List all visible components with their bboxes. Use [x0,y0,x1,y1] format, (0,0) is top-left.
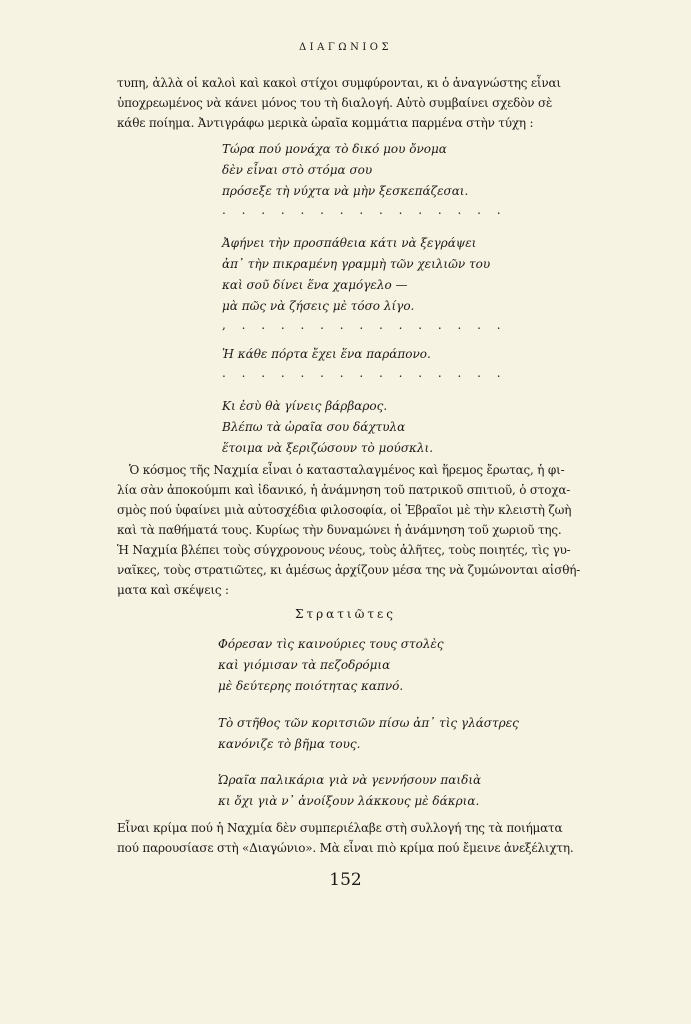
ellipsis-row: . . . . . . . . . . . . . . . [222,366,507,380]
ellipsis-row: . . . . . . . . . . . . . . . [222,203,507,217]
poem-stanza-3 [218,770,481,812]
poem-title: Στρατιῶτες [295,607,396,621]
verse-line: καὶ γιόμισαν τὰ πεζοδρόμια [218,658,391,672]
verse-line: μὰ πῶς νὰ ζήσεις μὲ τόσο λίγο. [222,299,415,313]
verse-line: κανόνιζε τὸ βῆμα τους. [218,737,361,751]
text-line: πού παρουσίασε στὴ «Διαγώνιο». Μὰ εἶναι πιὸ κρίμα πού ἔμεινε ἀνεξέλιχτη. [117,841,574,855]
ellipsis-row: , . . . . . . . . . . . . . . [222,318,507,332]
verse-line: Φόρεσαν τὶς καινούριες τους στολὲς [218,637,444,651]
verse-line: Ἡ κάθε πόρτα ἔχει ἕνα παράπονο. [222,347,431,361]
verse-line: ἀπ᾽ τὴν πικραμένη γραμμὴ τῶν χειλιῶν του [222,257,491,271]
excerpt-stanza-4 [222,396,433,459]
excerpt-stanza-3 [222,344,507,381]
text-line: ματα καὶ σκέψεις : [117,583,229,597]
verse-line: Ὡραῖα παλικάρια γιὰ νὰ γεννήσουν παιδιὰ [218,773,482,787]
verse-line: καὶ σοῦ δίνει ἕνα χαμόγελο — [222,278,408,292]
text-line: Ἡ Ναχμία βλέπει τοὺς σύγχρονους νέους, τοὺς ἀλῆτες, τοὺς ποιητές, τὶς γυ- [117,543,571,557]
excerpt-stanza-1 [222,139,507,218]
poem-stanza-2 [218,713,519,755]
poem-stanza-1 [218,634,444,697]
verse-line: Κι ἐσὺ θὰ γίνεις βάρβαρος. [222,399,388,413]
text-line: τυπη, ἀλλὰ οἱ καλοὶ καὶ κακοὶ στίχοι συμφύρονται, κι ὁ ἀναγνώστης εἶναι [117,76,561,90]
text-line: κάθε ποίημα. Ἀντιγράφω μερικὰ ὡραῖα κομμάτια παρμένα στὴν τύχη : [117,116,534,130]
verse-line: μὲ δεύτερης ποιότητας καπνό. [218,679,404,693]
verse-line: Τώρα πού μονάχα τὸ δικό μου ὄνομα [222,142,447,156]
text-line: σμὸς πού ὑφαίνει μιὰ αὐτοσχέδια φιλοσοφία, οἱ Ἑβραῖοι μὲ τὴν κλειστὴ ζωὴ [117,503,572,517]
verse-line: πρόσεξε τὴ νύχτα νὰ μὴν ξεσκεπάζεσαι. [222,184,469,198]
body-paragraph [117,460,629,600]
intro-paragraph [117,73,629,133]
running-header: ΔΙΑΓΩΝΙΟΣ [298,42,393,53]
verse-line: Βλέπω τὰ ὡραῖα σου δάχτυλα [222,420,406,434]
verse-line: δὲν εἶναι στὸ στόμα σου [222,163,373,177]
text-line: ναῖκες, τοὺς στρατιῶτες, κι ἀμέσως ἀρχίζουν μέσα της νὰ ζυμώνονται αἰσθή- [117,563,581,577]
verse-line: κι ὄχι γιὰ ν᾽ ἀνοίξουν λάκκους μὲ δάκρια. [218,794,480,808]
text-line: λία σὰν ἀποκούμπι καὶ ἰδανικό, ἡ ἀνάμνηση τοῦ πατρικοῦ σπιτιοῦ, ὁ στοχα- [117,483,571,497]
verse-line: Τὸ στῆθος τῶν κοριτσιῶν πίσω ἀπ᾽ τὶς γλάστρες [218,716,519,730]
excerpt-stanza-2 [222,233,507,333]
text-line: ὑποχρεωμένος νὰ κάνει μόνος του τὴ διαλογή. Αὐτὸ συμβαίνει σχεδὸν σὲ [117,96,553,110]
page-number: 152 [329,870,362,890]
text-line: Εἶναι κρίμα πού ἡ Ναχμία δὲν συμπεριέλαβε στὴ συλλογή της τὰ ποιήματα [117,821,563,835]
closing-paragraph [117,818,629,858]
verse-line: ἕτοιμα νὰ ξεριζώσουν τὸ μούσκλι. [222,441,434,455]
text-line: Ὁ κόσμος τῆς Ναχμία εἶναι ὁ κατασταλαγμένος καὶ ἥρεμος ἔρωτας, ἡ φι- [129,463,565,477]
verse-line: Ἀφήνει τὴν προσπάθεια κάτι νὰ ξεγράψει [222,236,477,250]
text-line: καὶ τὰ παθήματά τους. Κυρίως τὴν δυναμώνει ἡ ἀνάμνηση τοῦ χωριοῦ της. [117,523,562,537]
